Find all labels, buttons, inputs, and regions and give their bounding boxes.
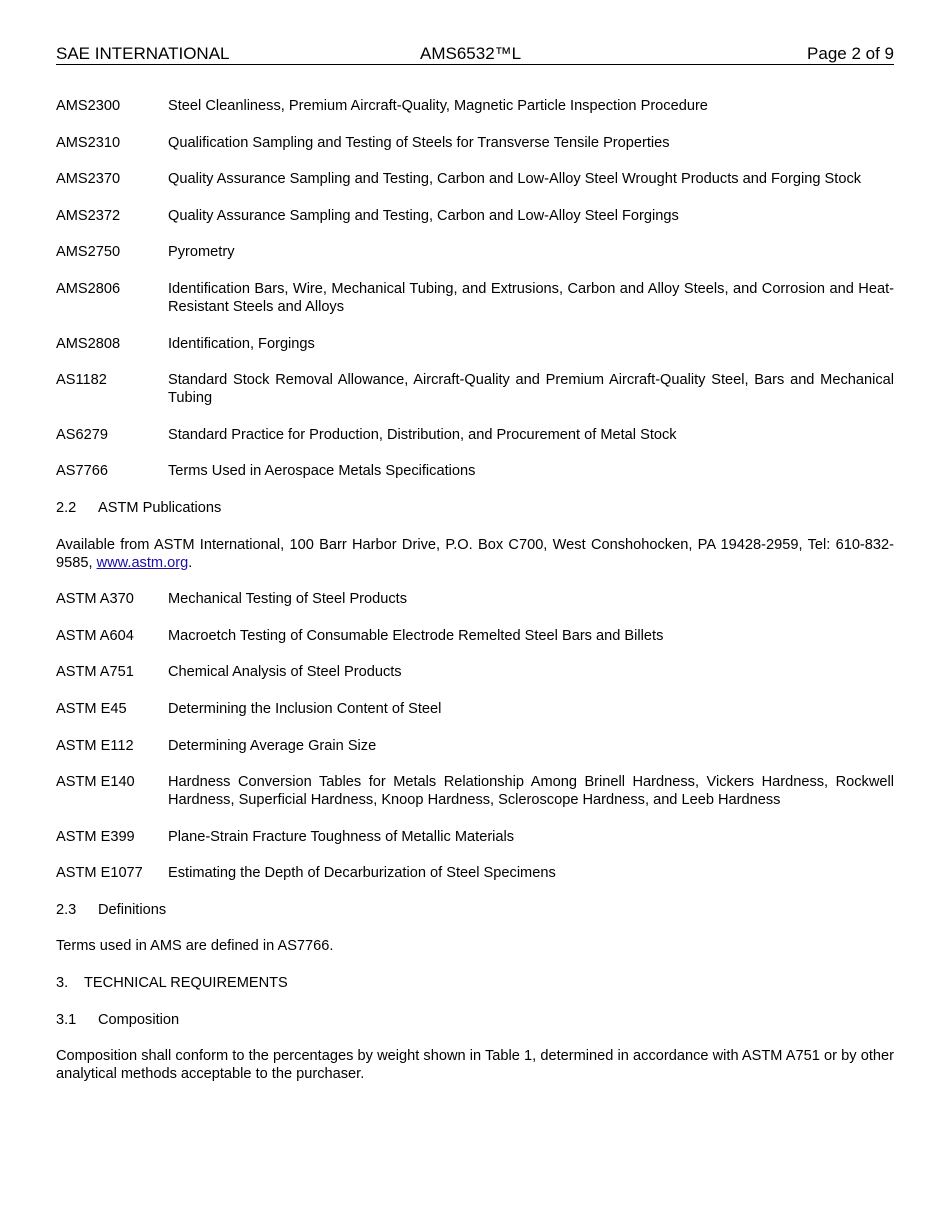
reference-title: Chemical Analysis of Steel Products [168,664,402,681]
astm-availability-end: . [188,554,193,571]
reference-title: Macroetch Testing of Consumable Electrode Remelted Steel Bars and Billets [168,627,664,644]
reference-title: Pyrometry [168,244,235,261]
reference-title: Standard Stock Removal Allowance, Aircraft-Quality and Premium Aircraft-Quality Steel, Bars and Mechanical Tubing [168,372,894,407]
header-page-number: Page 2 of 9 [807,44,894,63]
reference-title: Terms Used in Aerospace Metals Specifications [168,463,476,480]
section-number: 2.2 [56,499,77,516]
astm-availability-paragraph [56,536,894,572]
reference-item [56,134,894,152]
reference-title: Identification, Forgings [168,335,315,352]
reference-code: ASTM A751 [56,664,134,681]
reference-code: ASTM A370 [56,591,134,608]
reference-item [56,243,894,261]
astm-availability-text: Available from ASTM International, 100 Barr Harbor Drive, P.O. Box C700, West Conshohocken, PA 19428-2959, Tel: 610-832-9585, [56,536,894,571]
section-number: 3.1 [56,1011,77,1028]
reference-item [56,828,894,846]
reference-title: Steel Cleanliness, Premium Aircraft-Quality, Magnetic Particle Inspection Procedure [168,98,708,114]
reference-code: AS1182 [56,372,107,389]
reference-item [56,864,894,882]
definitions-paragraph: Terms used in AMS are defined in AS7766. [56,938,334,955]
reference-item [56,737,894,755]
composition-paragraph: Composition shall conform to the percentages by weight shown in Table 1, determined in accordance with ASTM A751 or by other analytical methods acceptable to the purchaser. [56,1048,894,1083]
reference-code: ASTM E399 [56,828,135,845]
reference-title: Hardness Conversion Tables for Metals Relationship Among Brinell Hardness, Vickers Hardness, Rockwell Hardness, Superficial Hardness, Knoop Hardness, Scleroscope Hardness, and Leeb Hardness [168,774,894,809]
reference-code: AS7766 [56,463,108,480]
section-title: ASTM Publications [98,499,222,516]
section-number: 3. [56,975,69,992]
reference-title: Plane-Strain Fracture Toughness of Metallic Materials [168,828,515,845]
header-doc-number: AMS6532™L [420,44,522,63]
reference-item [56,462,894,480]
reference-title: Standard Practice for Production, Distribution, and Procurement of Metal Stock [168,426,677,443]
section-title: Composition [98,1011,180,1028]
section-heading-3-1 [56,1011,894,1029]
section-title: Definitions [98,901,167,918]
reference-code: ASTM A604 [56,627,134,644]
section-number: 2.3 [56,901,77,918]
reference-title: Mechanical Testing of Steel Products [168,591,408,608]
reference-code: AMS2750 [56,244,121,261]
reference-code: AMS2806 [56,280,121,297]
reference-title: Qualification Sampling and Testing of Steels for Transverse Tensile Properties [168,134,670,151]
reference-code: AMS2310 [56,134,121,151]
reference-item [56,700,894,718]
page-header [56,44,894,65]
reference-item [56,590,894,608]
reference-item [56,773,894,809]
reference-item [56,97,894,115]
reference-title: Quality Assurance Sampling and Testing, Carbon and Low-Alloy Steel Wrought Products and Forging Stock [168,171,862,188]
reference-title: Quality Assurance Sampling and Testing, Carbon and Low-Alloy Steel Forgings [168,207,679,224]
reference-code: ASTM E140 [56,774,135,791]
reference-item [56,335,894,353]
reference-title: Determining Average Grain Size [168,737,377,754]
document-body [56,97,894,1102]
reference-code: ASTM E1077 [56,865,143,882]
reference-code: AMS2300 [56,98,121,114]
section-heading-2-3 [56,901,894,919]
reference-item [56,627,894,645]
reference-item [56,663,894,681]
reference-code: ASTM E112 [56,737,134,754]
reference-title: Estimating the Depth of Decarburization of Steel Specimens [168,865,556,882]
reference-item [56,426,894,444]
reference-item [56,280,894,316]
reference-code: AMS2370 [56,171,121,188]
section-title: TECHNICAL REQUIREMENTS [84,975,288,992]
header-org: SAE INTERNATIONAL [56,44,230,63]
reference-item [56,371,894,407]
reference-item [56,207,894,225]
reference-code: AS6279 [56,426,108,443]
reference-code: AMS2808 [56,335,121,352]
section-heading-3 [56,974,894,992]
reference-code: AMS2372 [56,207,121,224]
astm-website-link[interactable]: www.astm.org [96,554,189,571]
reference-item [56,170,894,188]
reference-code: ASTM E45 [56,700,127,717]
reference-title: Identification Bars, Wire, Mechanical Tubing, and Extrusions, Carbon and Alloy Steels, and Corrosion and Heat-Resistant Steels and Alloys [168,280,894,315]
reference-title: Determining the Inclusion Content of Steel [168,700,442,717]
section-heading-2-2 [56,499,894,517]
